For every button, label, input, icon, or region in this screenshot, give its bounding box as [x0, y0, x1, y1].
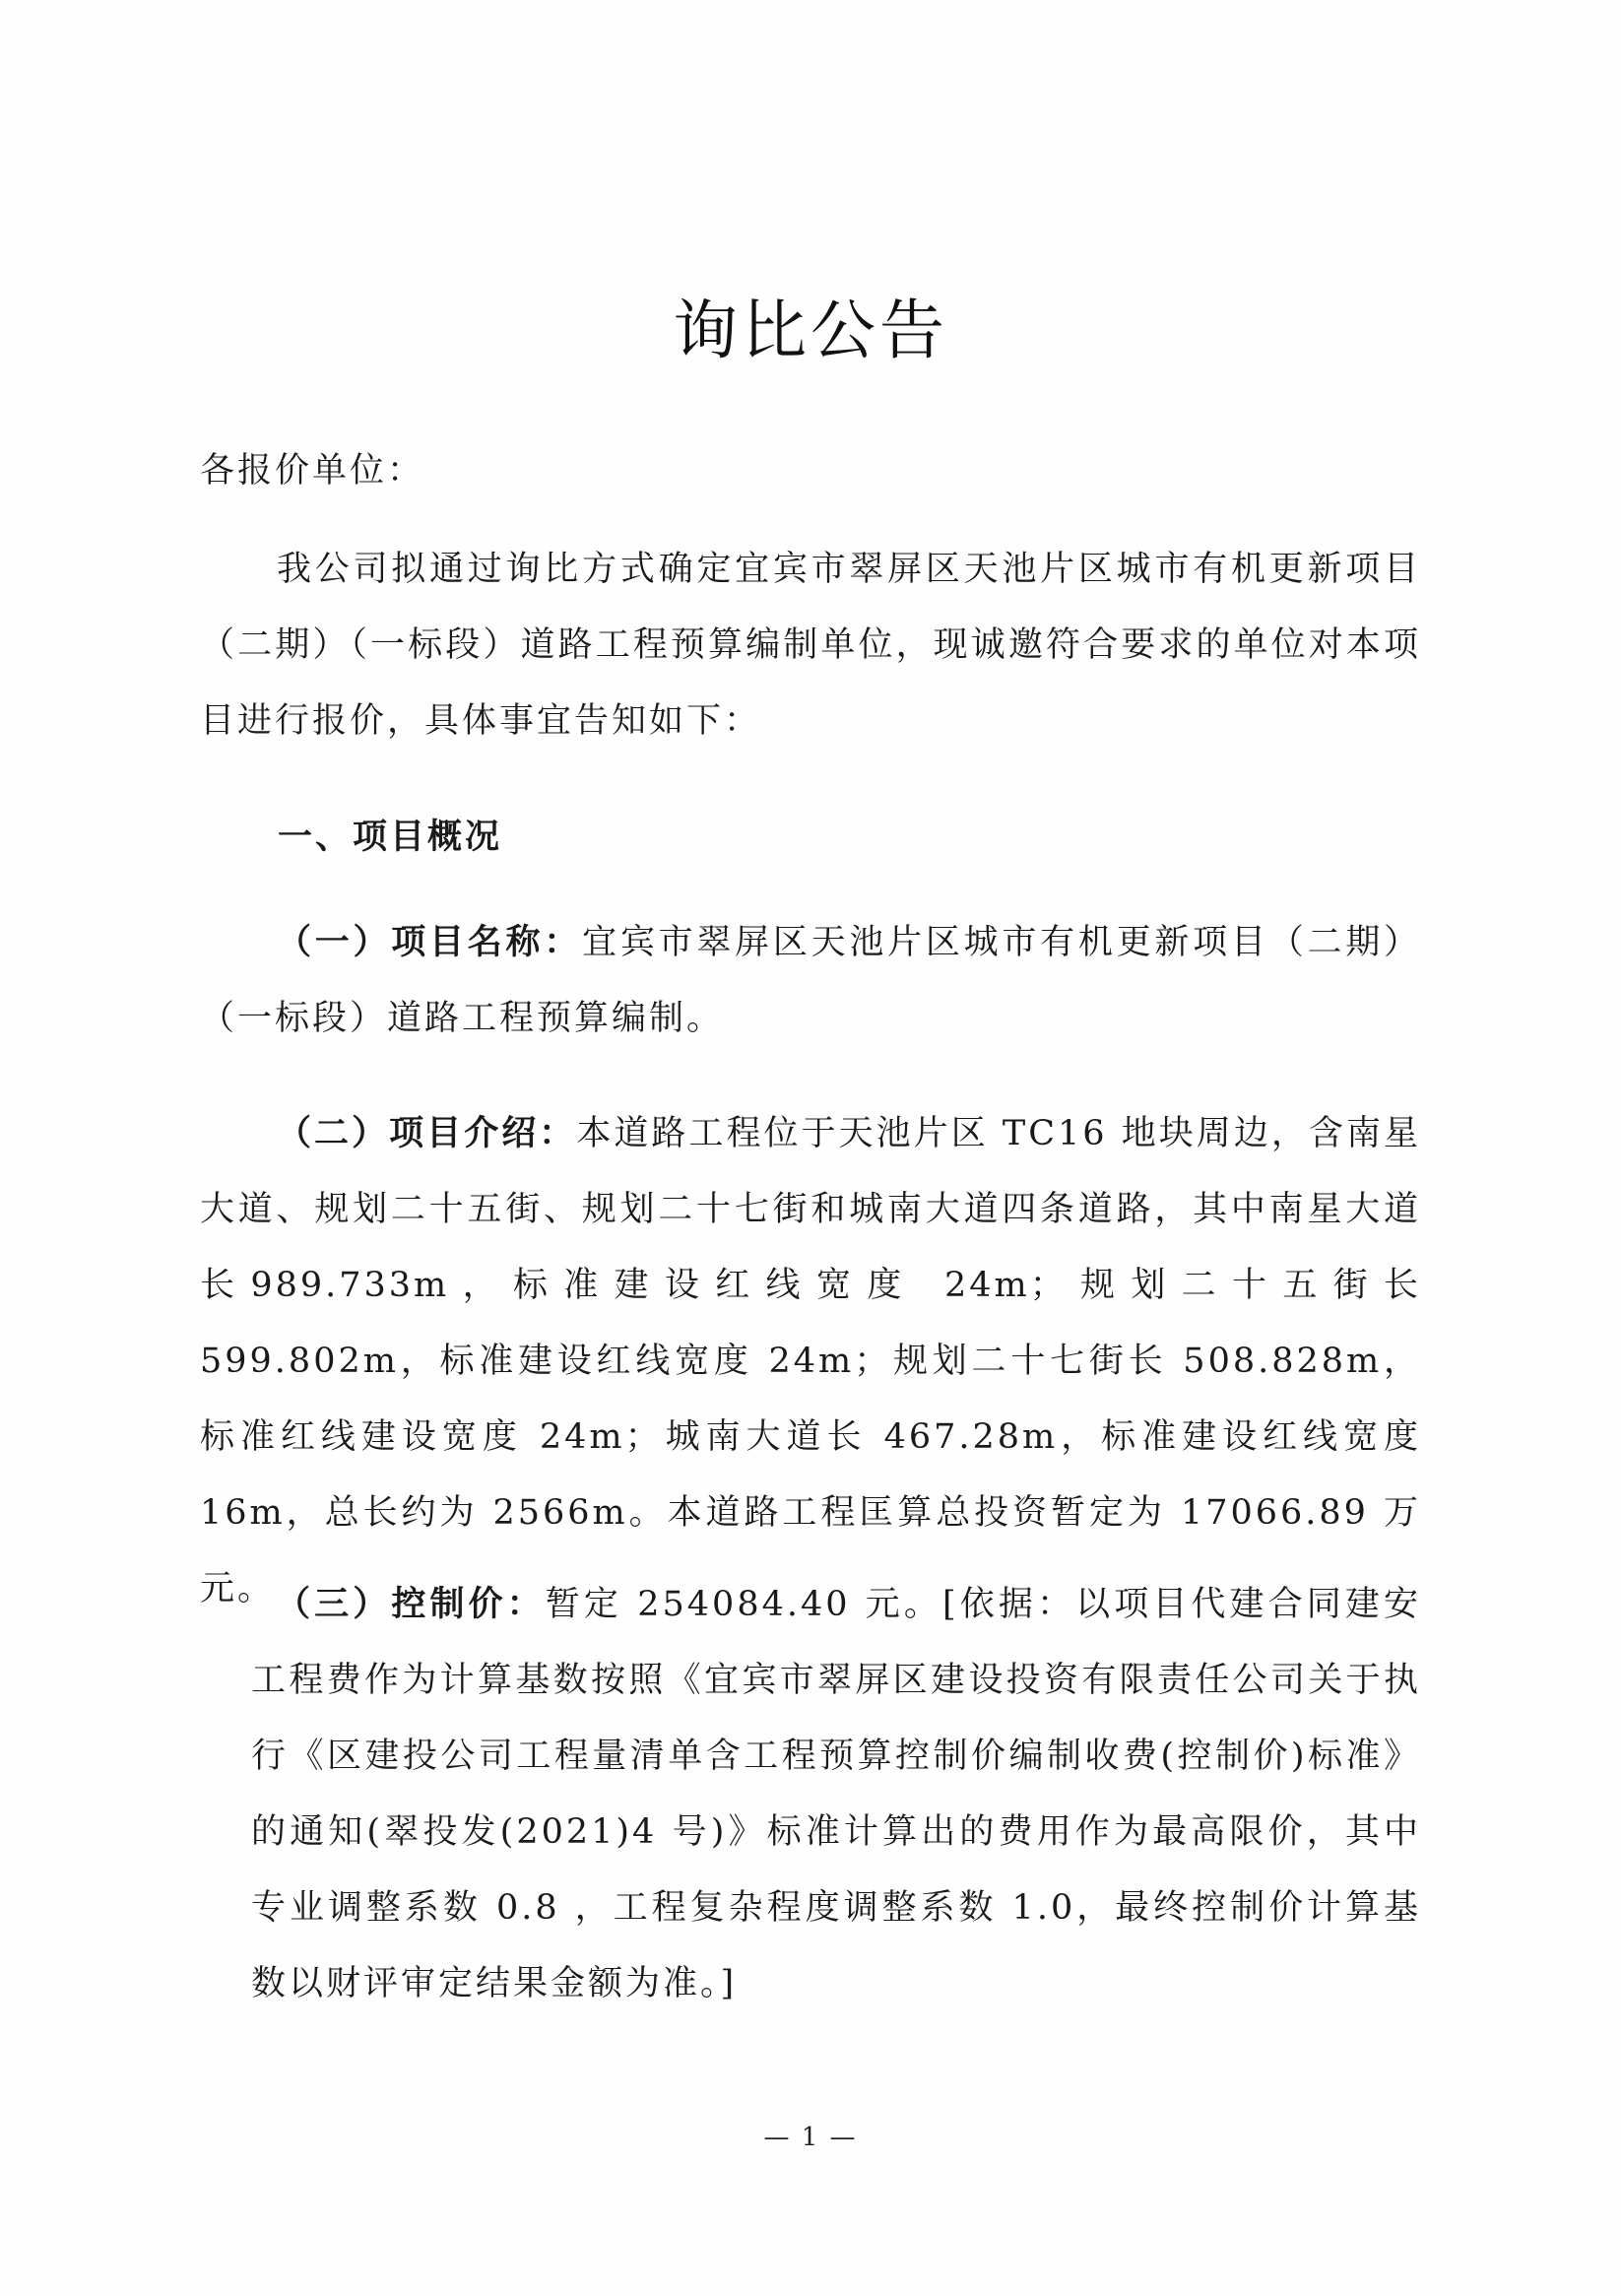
project-name-paragraph	[200, 904, 1421, 1057]
project-name-text: 宜宾市翠屏区天池片区城市有机更新项目（二期）（一标段）道路工程预算编制。	[200, 923, 1421, 1038]
intro-paragraph: 我公司拟通过询比方式确定宜宾市翠屏区天池片区城市有机更新项目（二期）（一标段）道路工程预算编制单位，现诚邀符合要求的单位对本项目进行报价，具体事宜告知如下：	[200, 550, 1421, 741]
control-price-paragraph	[251, 1566, 1421, 2022]
page-number: — 1 —	[763, 2123, 858, 2152]
project-introduction-text: 本道路工程位于天池片区 TC16 地块周边，含南星大道、规划二十五街、规划二十七街和城南大道四条道路，其中南星大道长989.733m，标准建设红线宽度 24m；规划二十五街长 599.802m，标准建设红线宽度 24m；规划二十七街长 508.828m，标准红线建设宽度 24m；城南大道长 467.28m，标准建设红线宽度 16m，总长约为 2566m。本道路工程匡算总投资暂定为 17066.89 万元。	[200, 1114, 1421, 1608]
control-price-text: 暂定 254084.40 元。[依据：以项目代建合同建安工程费作为计算基数按照《宜宾市翠屏区建设投资有限责任公司关于执行《区建投公司工程量清单含工程预算控制价编制收费(控制价)标准》的通知(翠投发(2021)4 号)》标准计算出的费用作为最高限价，其中专业调整系数 0.8 ，工程复杂程度调整系数 1.0，最终控制价计算基数以财评审定结果金额为准。]	[251, 1585, 1421, 2003]
control-price-label: （三）控制价：	[276, 1584, 546, 1624]
project-name-label: （一）项目名称：	[277, 922, 583, 962]
salutation: 各报价单位：	[200, 451, 425, 491]
project-introduction-paragraph	[200, 1095, 1421, 1627]
page-title: 询比公告	[673, 293, 948, 368]
project-introduction-label: （二）项目介绍：	[277, 1113, 577, 1153]
section-heading-project-overview: 一、项目概况	[278, 818, 503, 857]
